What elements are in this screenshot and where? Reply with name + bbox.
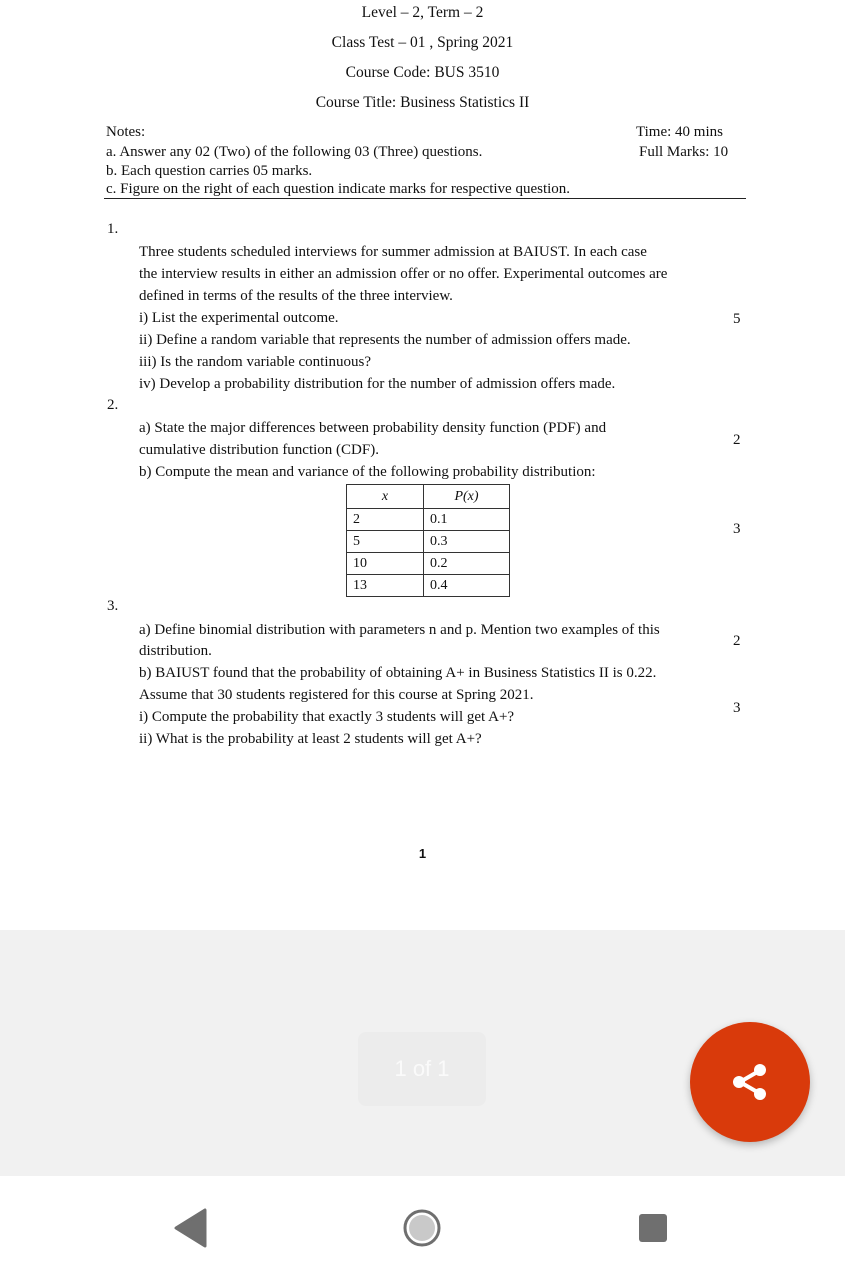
table-cell-x: 13 [347,575,424,597]
notes-title: Notes: [106,124,146,140]
q3-number: 3. [107,598,119,614]
share-button[interactable] [690,1022,810,1142]
q1-number: 1. [107,221,119,237]
q2-a-marks: 2 [733,432,741,448]
back-triangle-icon [172,1208,208,1248]
course-title: Course Title: Business Statistics II [315,94,530,111]
q1-part-ii: ii) Define a random variable that represents the number of admission offers made. [139,332,631,348]
table-cell-px: 0.2 [424,553,510,575]
q1-line-2: the interview results in either an admission offer or no offer. Experimental outcomes are [139,266,668,282]
table-cell-px: 0.4 [424,575,510,597]
q3-b-part-ii: ii) What is the probability at least 2 students will get A+? [139,731,482,747]
recents-button[interactable] [623,1198,683,1258]
q3-a-line-1: a) Define binomial distribution with parameters n and p. Mention two examples of this [139,622,660,638]
q3-a-line-2: distribution. [139,643,212,659]
share-icon [728,1060,772,1104]
q1-part-i: i) List the experimental outcome. [139,310,339,326]
note-b: b. Each question carries 05 marks. [106,163,313,179]
page-indicator: 1 of 1 [358,1032,486,1106]
system-nav-bar [0,1176,845,1280]
note-c: c. Figure on the right of each question indicate marks for respective question. [106,181,571,197]
q2-a-line-1: a) State the major differences between probability density function (PDF) and [139,420,607,436]
table-row [347,575,510,597]
table-cell-px: 0.1 [424,509,510,531]
table-header-row [347,485,510,509]
q1-line-1: Three students scheduled interviews for summer admission at BAIUST. In each case [139,244,647,260]
q2-b-marks: 3 [733,521,741,537]
table-cell-x: 5 [347,531,424,553]
q1-line-3: defined in terms of the results of the three interview. [139,288,453,304]
back-button[interactable] [160,1198,220,1258]
recents-square-icon [637,1212,669,1244]
table-cell-x: 2 [347,509,424,531]
table-cell-px: 0.3 [424,531,510,553]
q2-b-line: b) Compute the mean and variance of the following probability distribution: [139,464,596,480]
home-circle-icon [401,1207,443,1249]
q1-marks: 5 [733,311,741,327]
page-number: 1 [418,846,427,861]
q2-number: 2. [107,397,119,413]
probability-table [346,484,510,597]
notes-divider [104,198,746,199]
home-button[interactable] [392,1198,452,1258]
q2-a-line-2: cumulative distribution function (CDF). [139,442,379,458]
note-a: a. Answer any 02 (Two) of the following 03 (Three) questions. [106,144,483,160]
q1-part-iv: iv) Develop a probability distribution for the number of admission offers made. [139,376,616,392]
q3-b-marks: 3 [733,700,741,716]
table-header-px: P(x) [424,485,510,509]
q3-b-part-i: i) Compute the probability that exactly 3 students will get A+? [139,709,515,725]
q3-b-line-1: b) BAIUST found that the probability of obtaining A+ in Business Statistics II is 0.22. [139,665,657,681]
table-row [347,531,510,553]
full-marks: Full Marks: 10 [639,144,729,160]
table-cell-x: 10 [347,553,424,575]
course-code: Course Code: BUS 3510 [345,64,500,81]
table-header-x: x [347,485,424,509]
q3-a-marks: 2 [733,633,741,649]
q1-part-iii: iii) Is the random variable continuous? [139,354,372,370]
class-test: Class Test – 01 , Spring 2021 [331,34,514,51]
table-row [347,509,510,531]
q3-b-line-2: Assume that 30 students registered for this course at Spring 2021. [139,687,534,703]
time-limit: Time: 40 mins [636,124,723,140]
table-row [347,553,510,575]
level-term: Level – 2, Term – 2 [361,4,484,21]
